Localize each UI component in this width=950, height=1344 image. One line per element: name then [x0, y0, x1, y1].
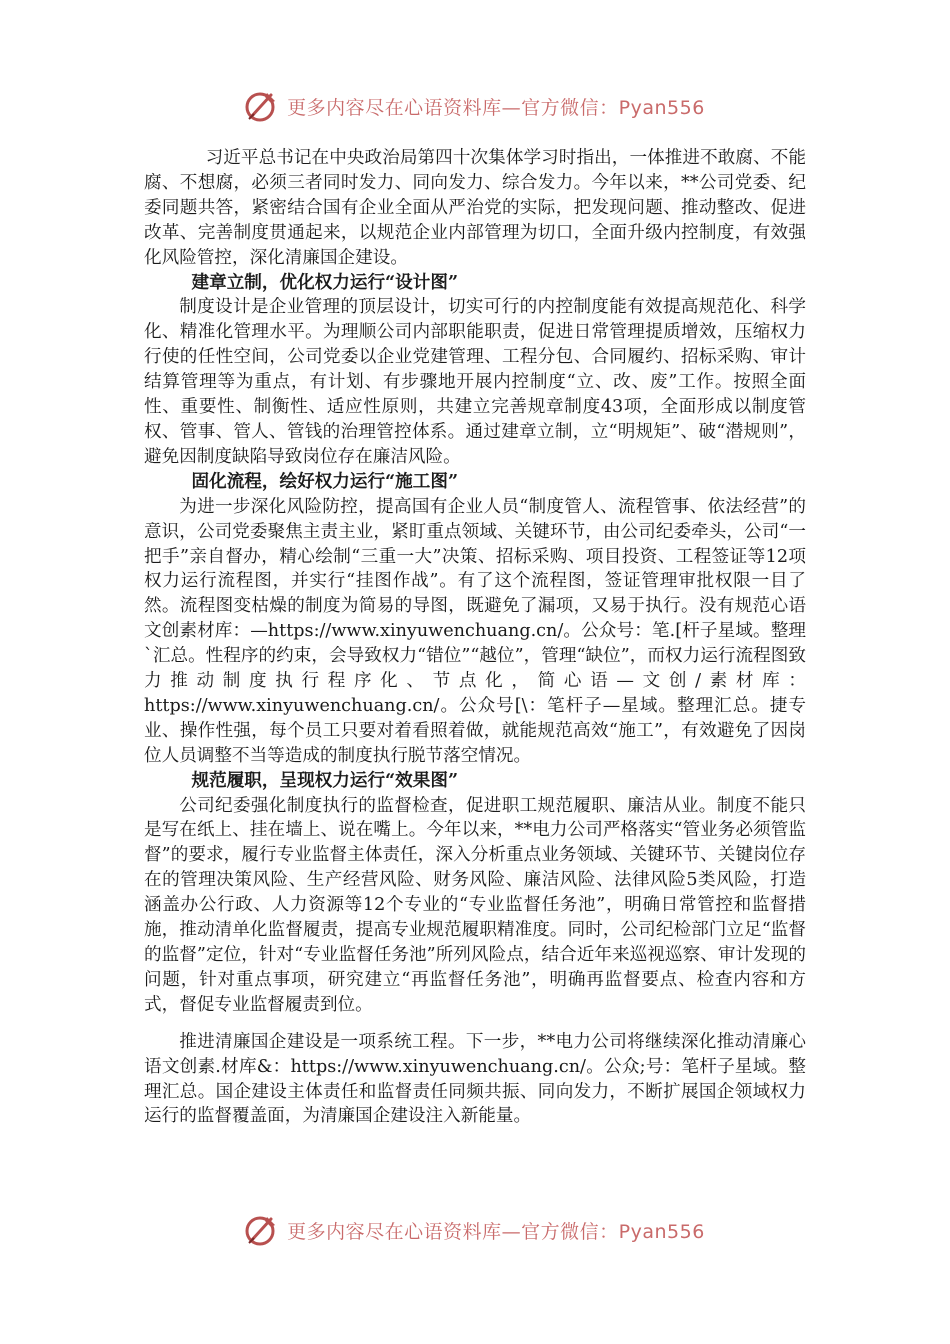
footer-watermark — [0, 1210, 950, 1250]
watermark-text: 更多内容尽在心语资料库—官方微信：Pyan556 — [287, 96, 705, 119]
wechat-id: Pyan556 — [618, 96, 705, 119]
watermark-text: 更多内容尽在心语资料库—官方微信：Pyan556 — [287, 1220, 705, 1243]
header-watermark — [0, 86, 950, 126]
pen-logo-icon — [245, 89, 279, 123]
section-2-body: 为进一步深化风险防控，提高国有企业人员“制度管人、流程管事、依法经营”的意识，公司党委聚焦主责主业，紧盯重点领域、关键环节，由公司纪委牵头，公司“一把手”亲自督办，精心绘制“三重一大”决策、招标采购、项目投资、工程签证等12项权力运行流程图，并实行“挂图作战”。有了这个流程图，签证管理审批权限一目了然。流程图变枯燥的制度为简易的导图，既避免了漏项，又易于执行。没有规范心语文创素材库：—https://www.xinyuwenchuang.cn/。公众号：笔.[杆子星域。整理`汇总。性程序的约束，会导致权力“错位”“越位”，管理“缺位”，而权力运行流程图致力推动制度执行程序化、节点化，简心语—文创/素材库：https://www.xinyuwenchuang.cn/。公众号[\：笔杆子—星域。整理汇总。捷专业、操作性强，每个员工只要对着看照着做，就能规范高效“施工”，有效避免了因岗位人员调整不当等造成的制度执行脱节落空情况。 — [144, 496, 806, 766]
article-body — [144, 146, 806, 1129]
section-1-body: 制度设计是企业管理的顶层设计，切实可行的内控制度能有效提高规范化、科学化、精准化管理水平。为理顺公司内部职能职责，促进日常管理提质增效，压缩权力行使的任性空间，公司党委以企业党建管理、工程分包、合同履约、招标采购、审计结算管理等为重点，有计划、有步骤地开展内控制度“立、改、废”工作。按照全面性、重要性、制衡性、适应性原则，共建立完善规章制度43项，全面形成以制度管权、管事、管人、管钱的治理管控体系。通过建章立制，立“明规矩”、破“潜规则”，避免因制度缺陷导致岗位存在廉洁风险。 — [144, 297, 806, 467]
section-3-heading: 规范履职，呈现权力运行“效果图” — [191, 769, 459, 791]
section-2-heading: 固化流程，绘好权力运行“施工图” — [191, 470, 459, 492]
section-3-body: 公司纪委强化制度执行的监督检查，促进职工规范履职、廉洁从业。制度不能只是写在纸上、挂在墙上、说在嘴上。今年以来，**电力公司严格落实“管业务必须管监督”的要求，履行专业监督主体责任，深入分析重点业务领域、关键环节、关键岗位存在的管理决策风险、生产经营风险、财务风险、廉洁风险、法律风险5类风险，打造涵盖办公行政、人力资源等12个专业的“专业监督任务池”，明确日常管控和监督措施，推动清单化监督履责，提高专业规范履职精准度。同时，公司纪检部门立足“监督的监督”定位，针对“专业监督任务池”所列风险点，结合近年来巡视巡察、审计发现的问题，针对重点事项，研究建立“再监督任务池”，明确再监督要点、检查内容和方式，督促专业监督履责到位。 — [144, 795, 806, 1015]
conclusion-paragraph: 推进清廉国企建设是一项系统工程。下一步，**电力公司将继续深化推动清廉心语文创素.材库&：https://www.xinyuwenchuang.cn/。公众;号：笔杆子星域。整理汇总。国企建设主体责任和监督责任同频共振、同向发力，不断扩展国企领域权力运行的监督覆盖面，为清廉国企建设注入新能量。 — [144, 1031, 806, 1127]
wechat-id: Pyan556 — [618, 1220, 705, 1243]
pen-logo-icon — [245, 1213, 279, 1247]
section-1-heading: 建章立制，优化权力运行“设计图” — [191, 271, 459, 293]
intro-paragraph: 习近平总书记在中央政治局第四十次集体学习时指出，一体推进不敢腐、不能腐、不想腐，必须三者同时发力、同向发力、综合发力。今年以来，**公司党委、纪委同题共答，紧密结合国有企业全面从严治党的实际，把发现问题、推动整改、促进改革、完善制度贯通起来，以规范企业内部管理为切口，全面升级内控制度，有效强化风险管控，深化清廉国企建设。 — [144, 148, 806, 268]
